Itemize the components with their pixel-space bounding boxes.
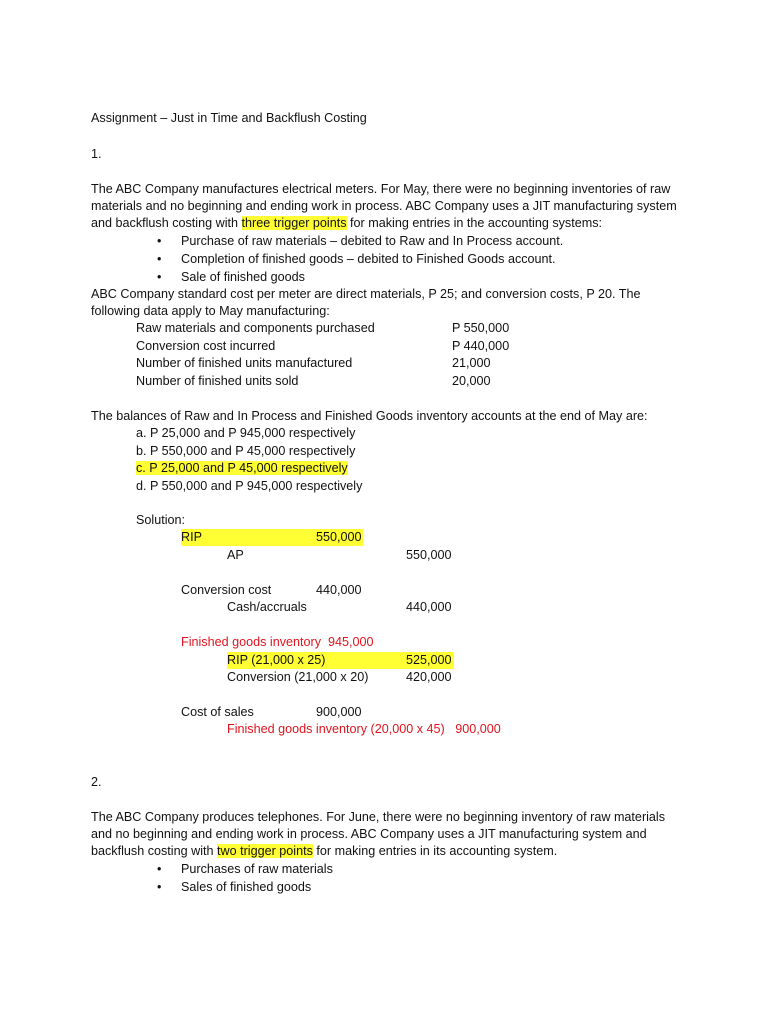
q1-bullet-1: Purchase of raw materials – debited to Raw and In Process account.	[181, 234, 564, 248]
q1-bullet-3: Sale of finished goods	[181, 270, 305, 284]
bullet-icon: •	[157, 252, 162, 266]
journal-credit-ap-amount: 550,000	[406, 548, 452, 562]
q2-intro-line-2: and no beginning and ending work in process. ABC Company uses a JIT manufacturing system and	[91, 827, 647, 841]
journal-credit-conversion: Conversion (21,000 x 20)	[227, 670, 369, 684]
data-row-value: 21,000	[452, 356, 491, 370]
data-row-label: Conversion cost incurred	[136, 339, 276, 353]
q1-standard-line-2: following data apply to May manufacturing:	[91, 304, 330, 318]
journal-debit-rip-amount: 550,000	[316, 530, 362, 544]
choice-a: a. P 25,000 and P 945,000 respectively	[136, 426, 356, 440]
q2-bullet-1: Purchases of raw materials	[181, 862, 333, 876]
data-row-value: 20,000	[452, 374, 491, 388]
q1-highlight-trigger-points: three trigger points	[241, 216, 347, 230]
bullet-icon: •	[157, 862, 162, 876]
data-row-label: Raw materials and components purchased	[136, 321, 375, 335]
solution-label: Solution:	[136, 513, 186, 527]
q1-intro-line-1: The ABC Company manufactures electrical meters. For May, there were no beginning inventories of raw	[91, 182, 671, 196]
fgi2-amount: 900,000	[455, 722, 501, 736]
q1-question: The balances of Raw and In Process and Finished Goods inventory accounts at the end of May are:	[91, 409, 648, 423]
q2-intro-line-1: The ABC Company produces telephones. For June, there were no beginning inventory of raw materials	[91, 810, 666, 824]
choice-c-row	[136, 460, 348, 477]
journal-debit-conversion-amount: 440,000	[316, 583, 362, 597]
journal-debit-cost-of-sales-amount: 900,000	[316, 705, 362, 719]
journal-credit-conversion-amount: 420,000	[406, 670, 452, 684]
fgi-amount: 945,000	[328, 635, 374, 649]
fgi-label: Finished goods inventory	[181, 635, 322, 649]
choice-b: b. P 550,000 and P 45,000 respectively	[136, 444, 356, 458]
question-2-number: 2.	[91, 775, 102, 789]
journal-credit-cash-amount: 440,000	[406, 600, 452, 614]
q2-highlight-trigger-points: two trigger points	[217, 844, 313, 858]
question-1-number: 1.	[91, 147, 102, 161]
data-row-value: P 550,000	[452, 321, 510, 335]
q2-bullet-2: Sales of finished goods	[181, 880, 312, 894]
bullet-icon: •	[157, 270, 162, 284]
journal-credit-rip-amount: 525,000	[406, 653, 452, 667]
choice-c-correct-answer: c. P 25,000 and P 45,000 respectively	[136, 461, 348, 475]
q1-intro-pre: and backflush costing with	[91, 216, 242, 230]
choice-d: d. P 550,000 and P 945,000 respectively	[136, 479, 363, 493]
data-row-label: Number of finished units sold	[136, 374, 299, 388]
journal-credit-cash: Cash/accruals	[227, 600, 307, 614]
document-title: Assignment – Just in Time and Backflush Costing	[91, 111, 367, 125]
q1-intro-line-2: materials and no beginning and ending work in process. ABC Company uses a JIT manufacturing system	[91, 199, 677, 213]
q2-intro-post: for making entries in its accounting system.	[312, 844, 558, 858]
journal-debit-cost-of-sales: Cost of sales	[181, 705, 254, 719]
journal-credit-ap: AP	[227, 548, 244, 562]
q1-intro-line-3	[91, 215, 602, 232]
journal-credit-rip: RIP (21,000 x 25)	[227, 653, 326, 667]
data-row-value: P 440,000	[452, 339, 510, 353]
bullet-icon: •	[157, 880, 162, 894]
bullet-icon: •	[157, 234, 162, 248]
journal-debit-conversion: Conversion cost	[181, 583, 272, 597]
q1-standard-line-1: ABC Company standard cost per meter are direct materials, P 25; and conversion costs, P 20. The	[91, 287, 641, 301]
fgi2-label: Finished goods inventory (20,000 x 45)	[227, 722, 445, 736]
q2-intro-line-3	[91, 843, 557, 860]
q1-intro-post: for making entries in the accounting systems:	[346, 216, 603, 230]
data-row-label: Number of finished units manufactured	[136, 356, 353, 370]
journal-credit-fgi	[227, 721, 501, 738]
q1-bullet-2: Completion of finished goods – debited to Finished Goods account.	[181, 252, 556, 266]
journal-debit-rip: RIP	[181, 530, 202, 544]
journal-debit-fgi	[181, 634, 374, 651]
q2-intro-pre: backflush costing with	[91, 844, 217, 858]
